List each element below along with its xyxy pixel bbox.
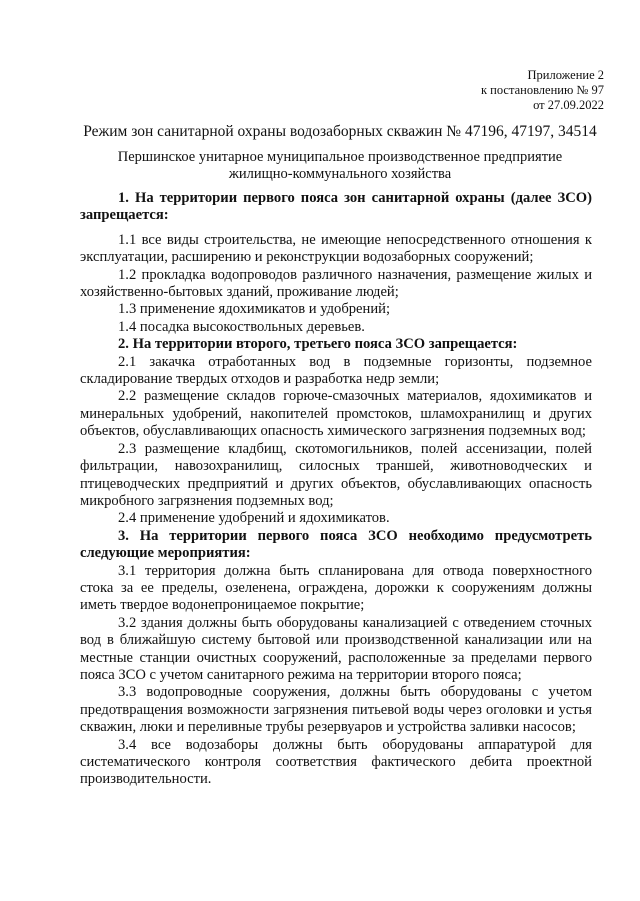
paragraph-1-2: 1.2 прокладка водопроводов различного назначения, размещение жилых и хозяйственно-бытовых зданий, проживание людей; (80, 266, 592, 301)
paragraph-3-4: 3.4 все водозаборы должны быть оборудованы аппаратурой для систематического контроля соответствия фактического дебита проектной производительности. (80, 736, 592, 788)
annex-date: от 27.09.2022 (533, 98, 604, 112)
paragraph-2-4: 2.4 применение удобрений и ядохимикатов. (118, 510, 390, 527)
paragraph-3-2: 3.2 здания должны быть оборудованы канализацией с отведением сточных вод в ближайшую систему бытовой или производственной канализации или на местные станции очистных сооружений, расположенные за пределами первого пояса ЗСО с учетом санитарного режима на территории второго пояса; (80, 614, 592, 683)
paragraph-3-1: 3.1 территория должна быть спланирована для отвода поверхностного стока за ее пределы, озеленена, ограждена, дорожки к сооружениям должны иметь твердое водонепроницаемое покрытие; (80, 562, 592, 614)
paragraph-1-4: 1.4 посадка высокоствольных деревьев. (118, 318, 365, 335)
annex-resolution: к постановлению № 97 (480, 83, 604, 97)
section-3-heading: 3. На территории первого пояса ЗСО необходимо предусмотреть следующие мероприятия: (80, 527, 592, 562)
paragraph-1-1: 1.1 все виды строительства, не имеющие непосредственного отношения к эксплуатации, расширению и реконструкции водозаборных сооружений; (80, 231, 592, 266)
document-body (80, 190, 592, 789)
section-2-heading: 2. На территории второго, третьего пояса ЗСО запрещается: (118, 336, 518, 353)
paragraph-2-1: 2.1 закачка отработанных вод в подземные горизонты, подземное складирование твердых отходов и разработка недр земли; (80, 353, 592, 388)
section-1-heading: 1. На территории первого пояса зон санитарной охраны (далее ЗСО) запрещается: (80, 190, 592, 224)
paragraph-1-3: 1.3 применение ядохимикатов и удобрений; (118, 301, 391, 318)
annex-number: Приложение 2 (527, 68, 604, 82)
paragraph-2-3: 2.3 размещение кладбищ, скотомогильников, полей ассенизации, полей фильтрации, навозохранилищ, силосных траншей, животноводческих и птицеводческих предприятий и других объектов, обуславливающих опасность микробного загрязнения подземных вод; (80, 440, 592, 509)
organization-name (80, 149, 600, 183)
paragraph-3-3: 3.3 водопроводные сооружения, должны быть оборудованы с учетом предотвращения возможности загрязнения питьевой воды через оголовки и устья скважин, люки и переливные трубы резервуаров и устройства заливки насосов; (80, 684, 592, 736)
paragraph-2-2: 2.2 размещение складов горюче-смазочных материалов, ядохимикатов и минеральных удобрений, накопителей промстоков, шламохранилищ и других объектов, обуславливающих опасность химического загрязнения подземных вод; (80, 388, 592, 440)
organization-line-2: жилищно-коммунального хозяйства (228, 166, 452, 182)
organization-line-1: Першинское унитарное муниципальное производственное предприятие (117, 149, 563, 165)
document-title: Режим зон санитарной охраны водозаборных скважин № 47196, 47197, 34514 (83, 123, 597, 140)
annex-reference (481, 68, 604, 113)
